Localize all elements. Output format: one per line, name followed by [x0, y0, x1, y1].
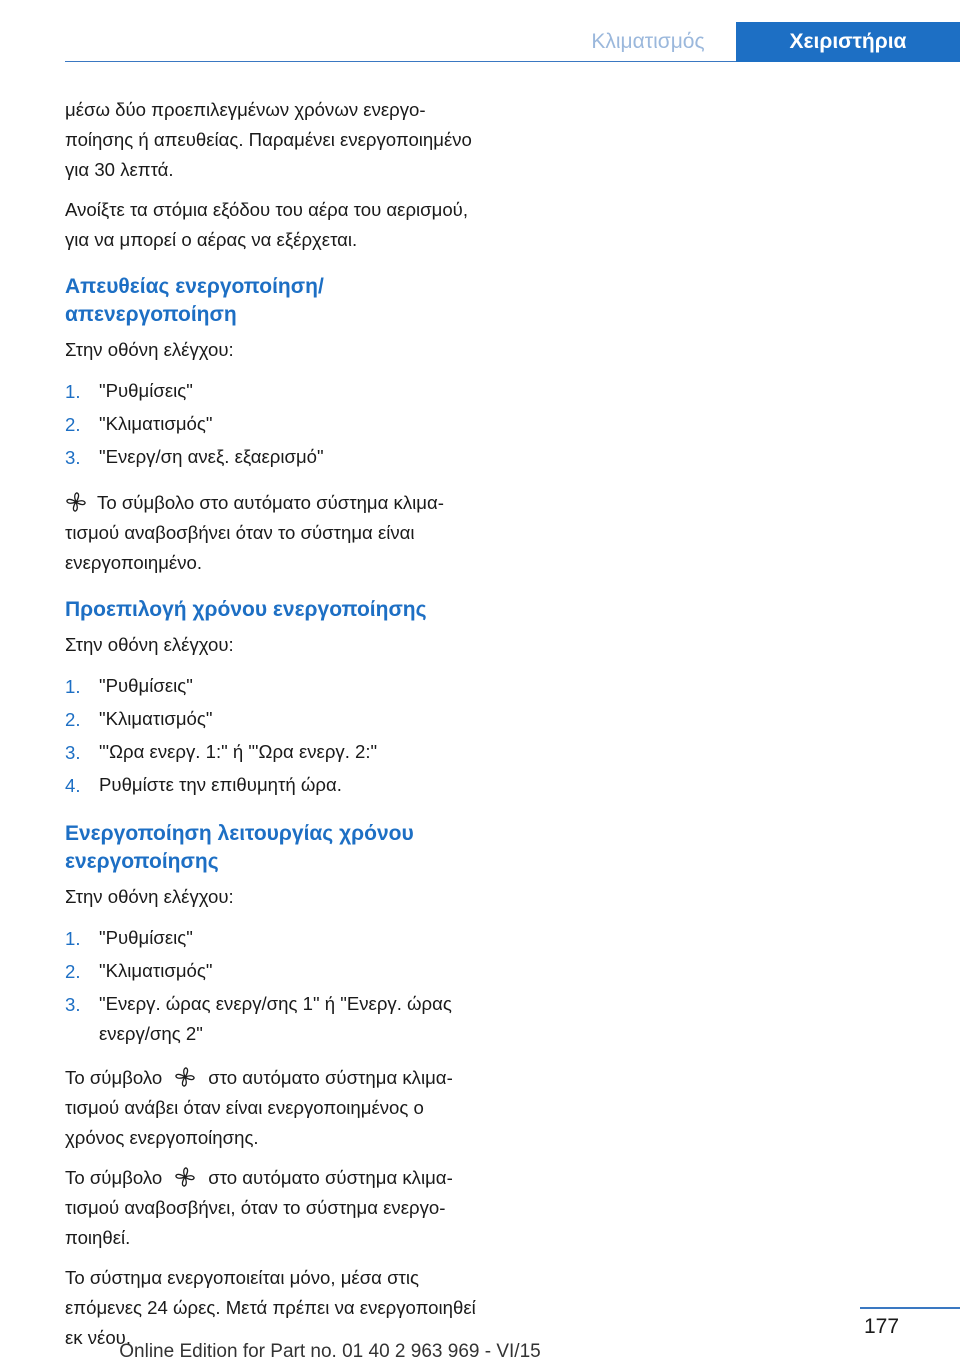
- section3-paragraph-3: Το σύστημα ενεργοποιείται μόνο, μέσα στις επόμενες 24 ώρες. Μετά πρέπει να ενεργοποιηθεί εκ νέου.: [65, 1267, 476, 1348]
- footer: [0, 1341, 960, 1363]
- fan-icon: [174, 1166, 196, 1188]
- step-number: 2.: [65, 709, 81, 730]
- step-number: 1.: [65, 381, 81, 402]
- step-number: 3.: [65, 994, 81, 1015]
- step-number: 1.: [65, 928, 81, 949]
- fan-icon: [65, 491, 87, 513]
- section1-heading: Απευθείας ενεργοποίηση/ απενεργοποίηση: [65, 275, 324, 326]
- step-number: 3.: [65, 742, 81, 763]
- list-item: [65, 769, 485, 802]
- list-item: [65, 988, 485, 1049]
- step-text: "Ρυθμίσεις": [99, 675, 193, 696]
- list-item: [65, 670, 485, 703]
- section2-heading: Προεπιλογή χρόνου ενεργοποίησης: [65, 598, 427, 621]
- list-item: [65, 955, 485, 988]
- section3-steps: [65, 922, 485, 1049]
- step-text: "Κλιματισμός": [99, 960, 213, 981]
- section3-lead: Στην οθόνη ελέγχου:: [65, 886, 234, 907]
- section1-steps: [65, 375, 485, 474]
- header-chapter-tab[interactable]: Χειριστήρια: [736, 22, 960, 62]
- paragraph-text: Το σύμβολο: [65, 1167, 163, 1188]
- step-text: "'Ωρα ενεργ. 1:" ή "'Ωρα ενεργ. 2:": [99, 741, 378, 762]
- section3-heading: Ενεργοποίηση λειτουργίας χρόνου ενεργοποίησης: [65, 822, 414, 873]
- page-number-rule: [860, 1307, 960, 1309]
- step-text: Ρυθμίστε την επιθυμητή ώρα.: [99, 774, 342, 795]
- paragraph-text: στο αυτόματο σύστημα κλιματισμού ανάβει όταν είναι ενεργοποιημένος ο χρόνος ενεργοποίησης.: [65, 1067, 453, 1148]
- section2-steps: [65, 670, 485, 802]
- paragraph-text: στο αυτόματο σύστημα κλιματισμού αναβοσβήνει, όταν το σύστημα ενεργοποιηθεί.: [65, 1167, 453, 1248]
- main-column: [65, 95, 485, 1363]
- section3-paragraph-2: [65, 1163, 485, 1253]
- list-item: [65, 375, 485, 408]
- intro-paragraph-2: Ανοίξτε τα στόμια εξόδου του αέρα του αερισμού, για να μπορεί ο αέρας να εξέρχεται.: [65, 199, 469, 250]
- list-item: [65, 922, 485, 955]
- section1-lead: Στην οθόνη ελέγχου:: [65, 339, 234, 360]
- step-number: 3.: [65, 447, 81, 468]
- list-item: [65, 441, 485, 474]
- list-item: [65, 703, 485, 736]
- list-item: [65, 408, 485, 441]
- step-text: "Κλιματισμός": [99, 708, 213, 729]
- fan-icon: [174, 1066, 196, 1088]
- step-text: "Ρυθμίσεις": [99, 380, 193, 401]
- list-item: [65, 736, 485, 769]
- section1-note: [65, 488, 485, 578]
- paragraph-text: Το σύμβολο: [65, 1067, 163, 1088]
- header-section-tab[interactable]: Κλιματισμός: [591, 29, 705, 53]
- section1-note-text: Το σύμβολο στο αυτόματο σύστημα κλιματισμού αναβοσβήνει όταν το σύστημα είναι ενεργοποιημένο.: [65, 492, 444, 573]
- step-number: 2.: [65, 961, 81, 982]
- step-text: "Ενεργ/ση ανεξ. εξαερισμό": [99, 446, 324, 467]
- page-number: 177: [864, 1315, 900, 1338]
- section2-lead: Στην οθόνη ελέγχου:: [65, 634, 234, 655]
- section3-paragraph-1: [65, 1063, 485, 1153]
- intro-paragraph-1: μέσω δύο προεπιλεγμένων χρόνων ενεργοποίησης ή απευθείας. Παραμένει ενεργοποιημένο για 30 λεπτά.: [65, 99, 472, 180]
- step-number: 2.: [65, 414, 81, 435]
- step-text: "Κλιματισμός": [99, 413, 213, 434]
- step-number: 4.: [65, 775, 81, 796]
- footer-text: Online Edition for Part no. 01 40 2 963 969 - VI/15: [119, 1341, 541, 1362]
- step-text: "Ρυθμίσεις": [99, 927, 193, 948]
- step-number: 1.: [65, 676, 81, 697]
- step-text: "Ενεργ. ώρας ενεργ/σης 1" ή "Ενεργ. ώρας ενεργ/σης 2": [99, 993, 452, 1044]
